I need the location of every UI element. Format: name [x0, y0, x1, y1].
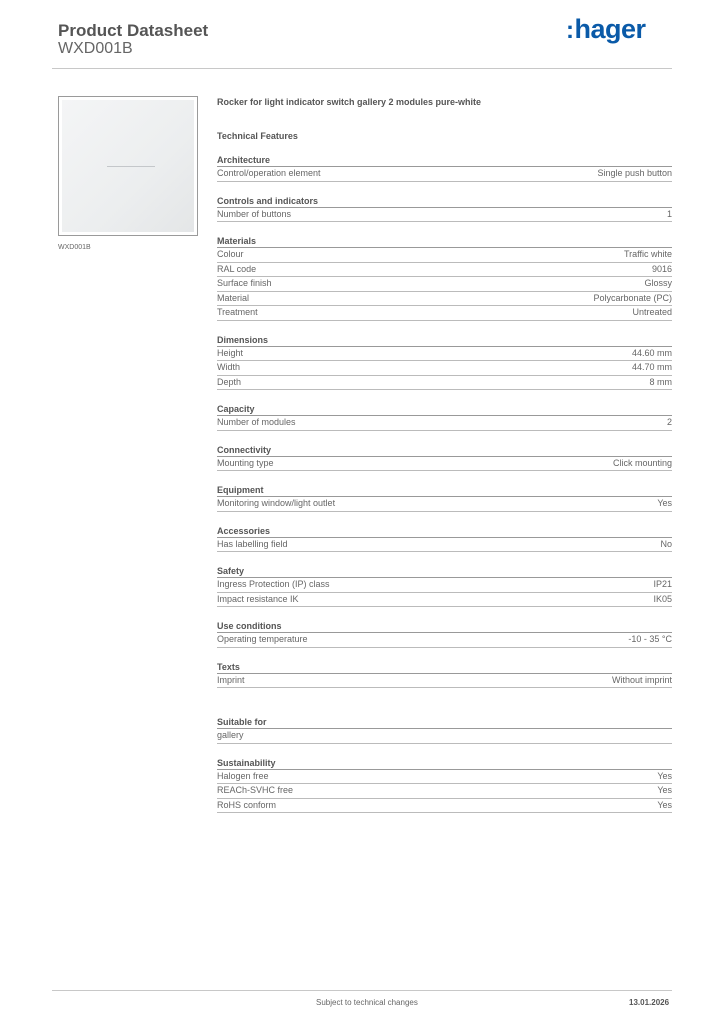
spec-label: RoHS conform: [217, 799, 277, 810]
section-title: Suitable for: [217, 716, 672, 729]
spec-row: [217, 376, 672, 391]
spec-label: Has labelling field: [217, 538, 288, 549]
spec-value: Yes: [657, 770, 672, 781]
spec-section: [217, 484, 672, 512]
rocker-photo: [62, 100, 194, 232]
spec-value: Single push button: [597, 168, 672, 178]
spec-section: [217, 444, 672, 472]
section-title: Controls and indicators: [217, 195, 672, 208]
section-title: Materials: [217, 235, 672, 248]
spec-value: Click mounting: [612, 457, 672, 468]
spec-value: 9016: [651, 263, 672, 274]
spec-value: Without imprint: [611, 674, 672, 685]
spec-value: Yes: [657, 799, 672, 810]
section-title: Sustainability: [217, 757, 672, 770]
spec-row: [217, 578, 672, 593]
spec-section: [217, 565, 672, 607]
spec-row: [217, 497, 672, 512]
spec-label: Treatment: [217, 307, 258, 317]
spec-label: REACh-SVHC free: [217, 785, 294, 795]
section-title: Texts: [217, 661, 672, 674]
spec-value: 1: [666, 208, 672, 219]
spec-label: Surface finish: [217, 278, 272, 288]
logo-text: hager: [574, 14, 646, 44]
spec-label: Number of buttons: [217, 208, 292, 219]
spec-content: [217, 96, 672, 826]
section-title: Use conditions: [217, 620, 672, 633]
spec-row: [217, 593, 672, 608]
spec-section: [217, 757, 672, 814]
spec-value: 44.60 mm: [631, 347, 672, 358]
spec-label: Number of modules: [217, 417, 296, 427]
spec-value: 44.70 mm: [631, 362, 672, 372]
spec-label: Control/operation element: [217, 168, 321, 178]
page-title: Product Datasheet: [58, 21, 209, 40]
features-title: Technical Features: [217, 131, 298, 141]
spec-value: -10 - 35 °C: [628, 634, 672, 644]
section-title: Connectivity: [217, 444, 672, 457]
spec-row: [217, 248, 672, 263]
spec-row: [217, 263, 672, 278]
spec-label: Colour: [217, 249, 244, 259]
spec-label: Height: [217, 347, 244, 358]
spec-row: [217, 208, 672, 223]
spec-section: [217, 195, 672, 223]
spec-section: [217, 235, 672, 321]
spec-row: [217, 361, 672, 376]
spec-label: Operating temperature: [217, 634, 308, 644]
section-title: Capacity: [217, 403, 672, 416]
spec-label: RAL code: [217, 263, 257, 274]
spec-row: [217, 416, 672, 431]
product-code: WXD001B: [58, 40, 133, 57]
footer-divider: [52, 990, 672, 991]
spec-label: Depth: [217, 376, 242, 387]
spec-row: [217, 633, 672, 648]
spec-row: [217, 292, 672, 307]
logo-colon: :: [566, 17, 574, 44]
spec-section: [217, 334, 672, 391]
spec-row: [217, 799, 672, 814]
spec-section: [217, 661, 672, 689]
spec-section: [217, 620, 672, 648]
spec-section: [217, 403, 672, 431]
spec-row: [217, 457, 672, 472]
spec-row: [217, 674, 672, 689]
spec-row: [217, 277, 672, 292]
spec-label: Width: [217, 362, 241, 372]
spec-row: [217, 167, 672, 182]
spec-value: No: [660, 538, 672, 549]
section-title: Equipment: [217, 484, 672, 497]
spec-value: 8 mm: [649, 376, 672, 387]
spec-row: [217, 729, 672, 744]
spec-value: Untreated: [632, 307, 672, 317]
spec-value: Polycarbonate (PC): [593, 292, 672, 303]
spec-label: gallery: [217, 730, 244, 740]
spec-row: [217, 538, 672, 553]
spec-row: [217, 770, 672, 785]
indicator-slot: [107, 166, 155, 167]
image-caption: WXD001B: [58, 244, 91, 251]
hager-logo: [566, 14, 646, 45]
footer-note: Subject to technical changes: [316, 998, 418, 1007]
spec-value: 2: [666, 417, 672, 427]
section-title: Architecture: [217, 154, 672, 167]
spec-value: Yes: [657, 498, 672, 508]
spec-row: [217, 347, 672, 362]
spec-label: Halogen free: [217, 770, 269, 781]
spec-row: [217, 306, 672, 321]
spec-label: Imprint: [217, 674, 245, 685]
footer-date: 13.01.2026: [629, 998, 670, 1007]
spec-label: Mounting type: [217, 457, 274, 468]
section-title: Safety: [217, 565, 672, 578]
product-image: [58, 96, 198, 236]
spec-label: Material: [217, 292, 250, 303]
spec-value: Glossy: [644, 278, 672, 288]
spec-value: IK05: [653, 593, 672, 604]
spec-value: Traffic white: [623, 249, 672, 259]
spec-section: [217, 525, 672, 553]
spec-value: Yes: [657, 785, 672, 795]
spec-sections: [217, 154, 672, 813]
spec-section: [217, 154, 672, 182]
spec-label: Impact resistance IK: [217, 593, 299, 604]
spec-row: [217, 784, 672, 799]
spec-value: IP21: [653, 579, 672, 589]
section-title: Dimensions: [217, 334, 672, 347]
spec-label: Ingress Protection (IP) class: [217, 579, 330, 589]
spec-section: [217, 716, 672, 744]
product-description: Rocker for light indicator switch gallery 2 modules pure-white: [217, 97, 482, 107]
header-divider: [52, 68, 672, 69]
spec-label: Monitoring window/light outlet: [217, 498, 336, 508]
section-title: Accessories: [217, 525, 672, 538]
